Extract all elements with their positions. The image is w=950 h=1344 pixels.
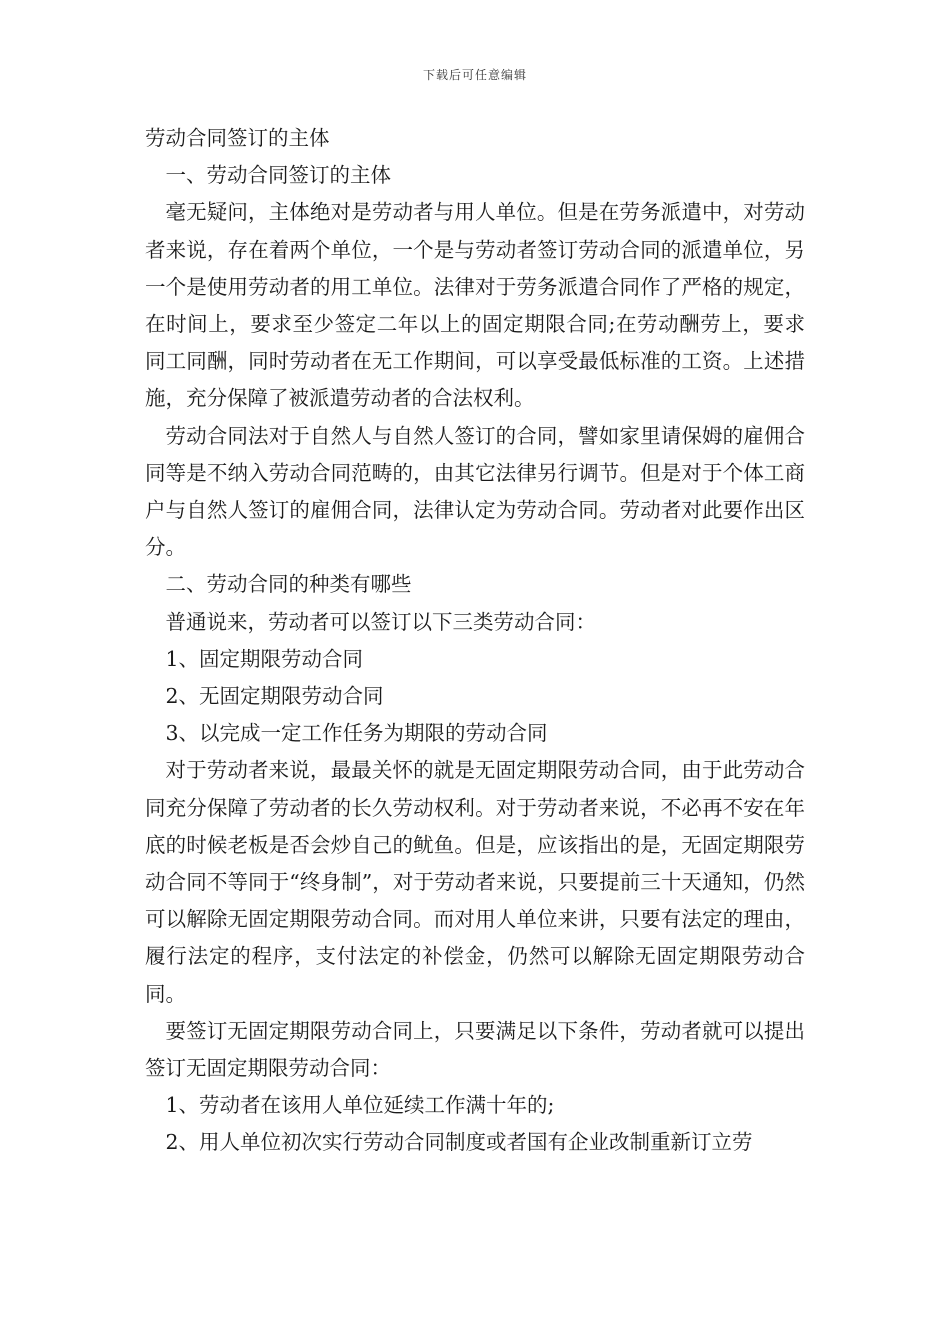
paragraph-3: 普通说来，劳动者可以签订以下三类劳动合同： — [165, 609, 596, 634]
document-title: 劳动合同签订的主体 — [145, 126, 330, 150]
section-heading-2: 二、劳动合同的种类有哪些 — [165, 572, 412, 597]
paragraph-4: 对于劳动者来说，最最关怀的就是无固定期限劳动合同，由于此劳动合同充分保障了劳动者的长久劳动权利。对于劳动者来说，不必再不安在年底的时候老板是否会炒自己的鱿鱼。但是，应该指出的是，无固定期限劳动合同不等同于“终身制”，对于劳动者来说，只要提前三十天通知，仍然可以解除无固定期限劳动合同。而对用人单位来讲，只要有法定的理由，履行法定的程序，支付法定的补偿金，仍然可以解除无固定期限劳动合同。 — [145, 758, 805, 1006]
list-item-3: 3、以完成一定工作任务为期限的劳动合同 — [165, 721, 548, 746]
paragraph-2: 劳动合同法对于自然人与自然人签订的合同，譬如家里请保姆的雇佣合同等是不纳入劳动合同范畴的，由其它法律另行调节。但是对于个体工商户与自然人签订的雇佣合同，法律认定为劳动合同。劳动者对此要作出区分。 — [145, 423, 805, 560]
section-heading-1: 一、劳动合同签订的主体 — [165, 163, 391, 188]
paragraph-5: 要签订无固定期限劳动合同上，只要满足以下条件，劳动者就可以提出签订无固定期限劳动合同： — [145, 1018, 805, 1081]
condition-item-2: 2、用人单位初次实行劳动合同制度或者国有企业改制重新订立劳 — [165, 1130, 753, 1155]
condition-item-1: 1、劳动者在该用人单位延续工作满十年的; — [165, 1093, 555, 1118]
list-item-2: 2、无固定期限劳动合同 — [165, 684, 384, 709]
header-note: 下载后可任意编辑 — [422, 68, 527, 82]
list-item-1: 1、固定期限劳动合同 — [165, 646, 364, 671]
document-body — [145, 120, 805, 1162]
paragraph-1: 毫无疑问，主体绝对是劳动者与用人单位。但是在劳务派遣中，对劳动者来说，存在着两个单位，一个是与劳动者签订劳动合同的派遣单位，另一个是使用劳动者的用工单位。法律对于劳务派遣合同作了严格的规定，在时间上，要求至少签定二年以上的固定期限合同;在劳动酬劳上，要求同工同酬，同时劳动者在无工作期间，可以享受最低标准的工资。上述措施，充分保障了被派遣劳动者的合法权利。 — [145, 200, 805, 411]
